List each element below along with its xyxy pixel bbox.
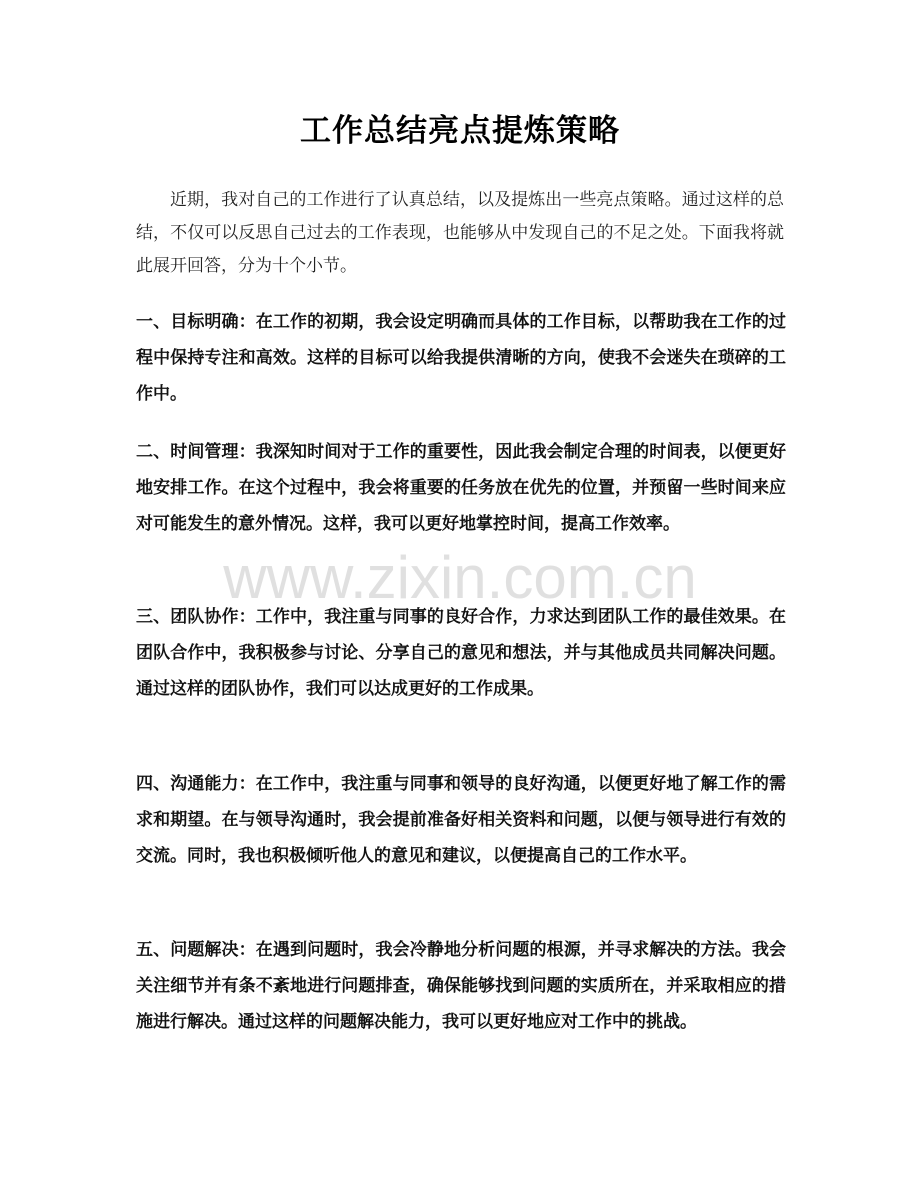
- section-paragraph-problem-solving: 五、问题解决：在遇到问题时，我会冷静地分析问题的根源，并寻求解决的方法。我会关注细节并有条不紊地进行问题排查，确保能够找到问题的实质所在，并采取相应的措施进行解决。通过这样的问题解决能力，我可以更好地应对工作中的挑战。: [136, 940, 786, 1032]
- document-title: 工作总结亮点提炼策略: [300, 113, 620, 149]
- section-paragraph-goals: 一、目标明确：在工作的初期，我会设定明确而具体的工作目标，以帮助我在工作的过程中保持专注和高效。这样的目标可以给我提供清晰的方向，使我不会迷失在琐碎的工作中。: [136, 312, 786, 404]
- intro-paragraph: 近期，我对自己的工作进行了认真总结，以及提炼出一些亮点策略。通过这样的总结，不仅可以反思自己过去的工作表现，也能够从中发现自己的不足之处。下面我将就此展开回答，分为十个小节。: [136, 190, 784, 276]
- section-paragraph-communication: 四、沟通能力：在工作中，我注重与同事和领导的良好沟通，以便更好地了解工作的需求和期望。在与领导沟通时，我会提前准备好相关资料和问题，以便与领导进行有效的交流。同时，我也积极倾听他人的意见和建议，以便提高自己的工作水平。: [136, 774, 786, 866]
- section-paragraph-teamwork: 三、团队协作：工作中，我注重与同事的良好合作，力求达到团队工作的最佳效果。在团队合作中，我积极参与讨论、分享自己的意见和想法，并与其他成员共同解决问题。通过这样的团队协作，我们可以达成更好的工作成果。: [136, 607, 786, 699]
- watermark: www.zixin.com.cn: [223, 544, 697, 611]
- section-paragraph-time-management: 二、时间管理：我深知时间对于工作的重要性，因此我会制定合理的时间表，以便更好地安排工作。在这个过程中，我会将重要的任务放在优先的位置，并预留一些时间来应对可能发生的意外情况。这样，我可以更好地掌控时间，提高工作效率。: [136, 442, 786, 534]
